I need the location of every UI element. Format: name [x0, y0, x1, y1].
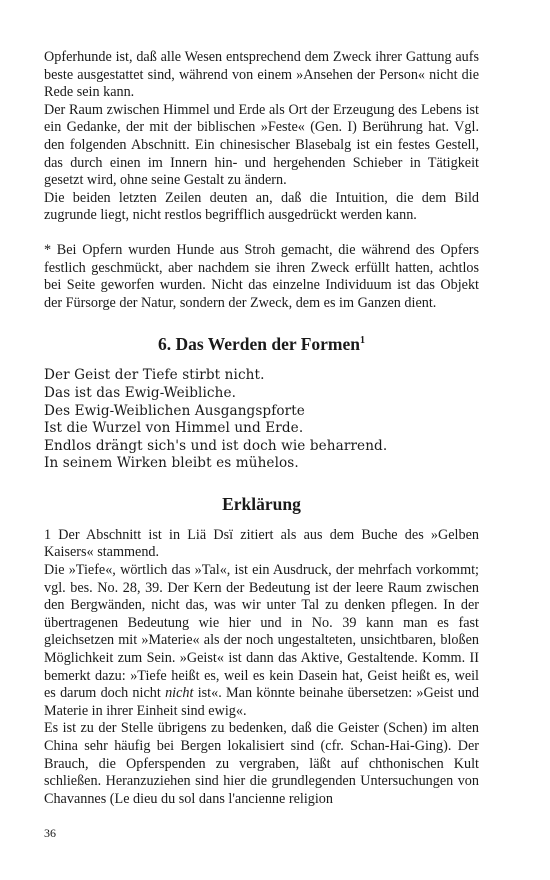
verse-line: In seinem Wirken bleibt es mühelos. [44, 455, 299, 472]
verse [44, 367, 479, 473]
page-body [44, 49, 479, 808]
explanation-title: Erklärung [222, 493, 301, 514]
verse-line: Des Ewig-Weiblichen Ausgangspforte [44, 402, 305, 419]
paragraph: 1 Der Abschnitt ist in Liä Dsï zitiert als aus dem Buche des »Gelben Kaisers« stammend. [44, 526, 479, 561]
footnote-mark: 1 [360, 335, 366, 347]
verse-line: Der Geist der Tiefe stirbt nicht. [44, 367, 265, 384]
section-title [44, 333, 479, 355]
section-title-text: 6. Das Werden der Formen [157, 334, 361, 355]
paragraph: Es ist zu der Stelle übrigens zu bedenken, daß die Geister (Schen) im alten China sehr häufig bei Bergen lokalisiert sind (cfr. Schan-Hai-Ging). Der Brauch, die Opferspenden zu vergraben, läßt auf chthonischen Kult schließen. Heranzuziehen sind hier die grundlegenden Untersuchungen von Chavannes (Le dieu du sol dans l'ancienne religion [44, 720, 479, 807]
paragraph: Der Raum zwischen Himmel und Erde als Ort der Erzeugung des Lebens ist ein Gedanke, der mit der biblischen »Feste« (Gen. I) Berührung hat. Vgl. den folgenden Abschnitt. Ein chinesischer Blasebalg ist ein festes Gestell, das durch einen im Innern hin- und hergehenden Schieber in Tätigkeit gesetzt wird, ohne seine Gestalt zu ändern. [44, 101, 479, 189]
text-run: Die »Tiefe«, wörtlich das »Tal«, ist ein Ausdruck, der mehrfach vorkommt; vgl. bes. No. 28, 39. Der Kern der Bedeutung ist der leere Raum zwischen den Bergwänden, nicht das, was wir unter Tal zu denken pflegen. In der übertragenen Bedeutung wie hier und in No. 39 kann man es fast gleichsetzen mit »Materie« als der noch ungestalteten, unsichtbaren, bloßen Möglichkeit zum Sein. »Geist« ist dann das Aktive, Gestaltende. Komm. II bemerkt dazu: »Tiefe heißt es, weil es kein Dasein hat, Geist heißt es, weil es darum doch nicht [44, 562, 479, 702]
paragraph [44, 562, 479, 720]
verse-line: Das ist das Ewig-Weibliche. [44, 384, 237, 401]
emphasis: nicht [165, 685, 194, 702]
paragraph: Opferhunde ist, daß alle Wesen entsprechend dem Zweck ihrer Gattung aufs beste ausgestattet sind, während von einem »Ansehen der Person« nicht die Rede sein kann. [44, 49, 479, 101]
paragraph: Die beiden letzten Zeilen deuten an, daß die Intuition, die dem Bild zugrunde liegt, nicht restlos begrifflich ausgedrückt werden kann. [44, 189, 479, 224]
page-number: 36 [44, 826, 56, 840]
footnote: * Bei Opfern wurden Hunde aus Stroh gemacht, die während des Opfers festlich geschmückt, aber nachdem sie ihren Zweck erfüllt hatten, achtlos bei Seite geworfen wurden. Nicht das einzelne Individuum ist das Objekt der Fürsorge der Natur, sondern der Zweck, dem es im Ganzen dient. [44, 241, 479, 311]
verse-line: Ist die Wurzel von Himmel und Erde. [44, 420, 304, 437]
text-run: ist«. Man könnte beinahe übersetzen: »Geist und Materie in ihrer Einheit sind ewig«. [44, 685, 480, 719]
verse-line: Endlos drängt sich's und ist doch wie beharrend. [44, 437, 388, 454]
